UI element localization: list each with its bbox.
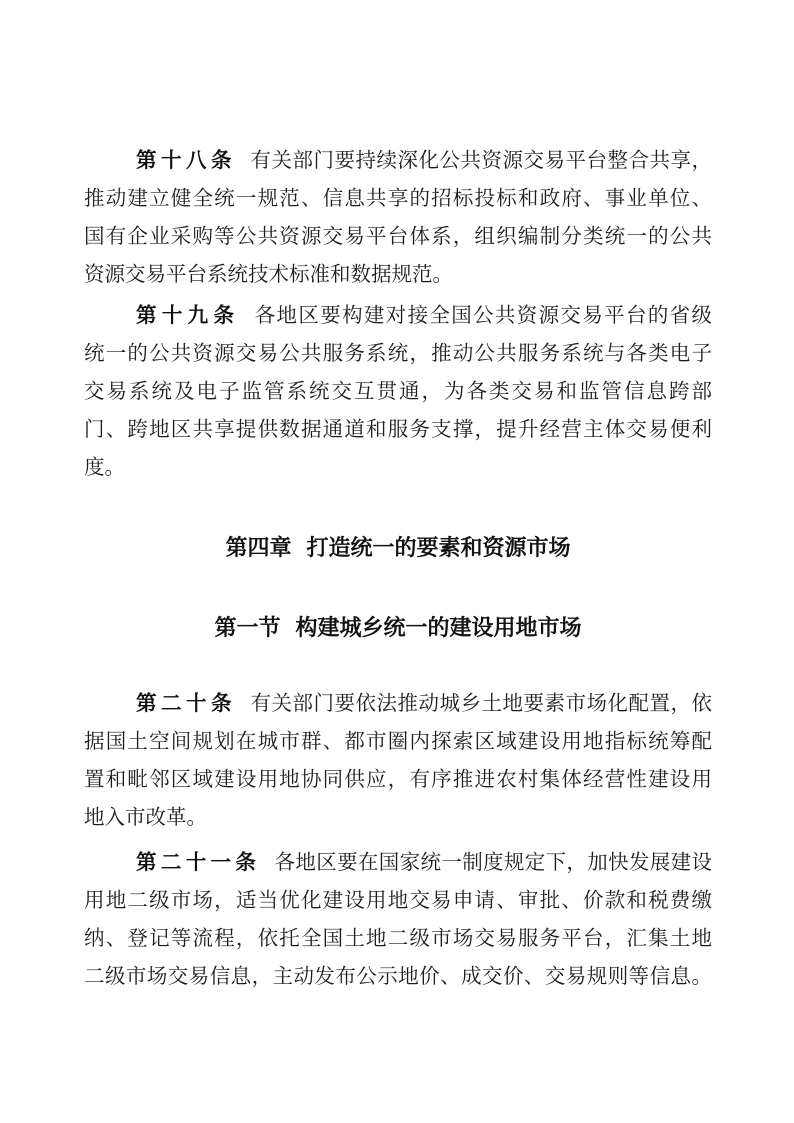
article-paragraph xyxy=(84,297,712,487)
chapter-heading-title: 打造统一的要素和资源市场 xyxy=(306,535,571,560)
section-heading xyxy=(84,609,712,647)
article-number: 第二十条 xyxy=(136,693,236,715)
text-line: 地入市改革。 xyxy=(84,807,207,829)
text-line: 据国土空间规划在城市群、都市圈内探索区域建设用地指标统筹配 xyxy=(84,731,712,753)
text-line: 交易系统及电子监管系统交互贯通，为各类交易和监管信息跨部 xyxy=(84,381,712,403)
chapter-heading-number: 第四章 xyxy=(225,535,292,560)
article-text: 有关部门要依法推动城乡土地要素市场化配置，依 xyxy=(250,693,712,715)
text-line: 推动建立健全统一规范、信息共享的招标投标和政府、事业单位、 xyxy=(84,188,712,210)
text-line xyxy=(84,844,712,882)
section-heading-title: 构建城乡统一的建设用地市场 xyxy=(295,615,582,640)
text-line: 置和毗邻区域建设用地协同供应，有序推进农村集体经营性建设用 xyxy=(84,769,712,791)
text-line: 门、跨地区共享提供数据通道和服务支撑，提升经营主体交易便利 xyxy=(84,419,712,441)
text-line: 度。 xyxy=(84,457,125,479)
text-line: 统一的公共资源交易公共服务系统，推动公共服务系统与各类电子 xyxy=(84,343,712,365)
text-line: 用地二级市场，适当优化建设用地交易申请、审批、价款和税费缴 xyxy=(84,890,712,912)
chapter-heading xyxy=(84,529,712,567)
text-line: 国有企业采购等公共资源交易平台体系，组织编制分类统一的公共 xyxy=(84,226,712,248)
article-text: 各地区要构建对接全国公共资源交易平台的省级 xyxy=(253,305,713,327)
article-paragraph xyxy=(84,142,712,294)
text-line xyxy=(84,685,712,723)
text-line: 资源交易平台系统技术标准和数据规范。 xyxy=(84,264,453,286)
section-heading-number: 第一节 xyxy=(214,615,281,640)
text-line: 纳、登记等流程，依托全国土地二级市场交易服务平台，汇集土地 xyxy=(84,928,712,950)
text-line: 二级市场交易信息，主动发布公示地价、成交价、交易规则等信息。 xyxy=(84,966,712,988)
article-paragraph xyxy=(84,844,712,996)
article-text: 有关部门要持续深化公共资源交易平台整合共享， xyxy=(250,150,712,172)
article-text: 各地区要在国家统一制度规定下，加快发展建设 xyxy=(274,852,713,874)
text-line xyxy=(84,297,712,335)
text-line xyxy=(84,142,712,180)
article-number: 第十八条 xyxy=(136,150,236,172)
article-number: 第二十一条 xyxy=(136,852,261,874)
document-body xyxy=(84,142,712,996)
article-paragraph xyxy=(84,685,712,837)
article-number: 第十九条 xyxy=(136,305,240,327)
